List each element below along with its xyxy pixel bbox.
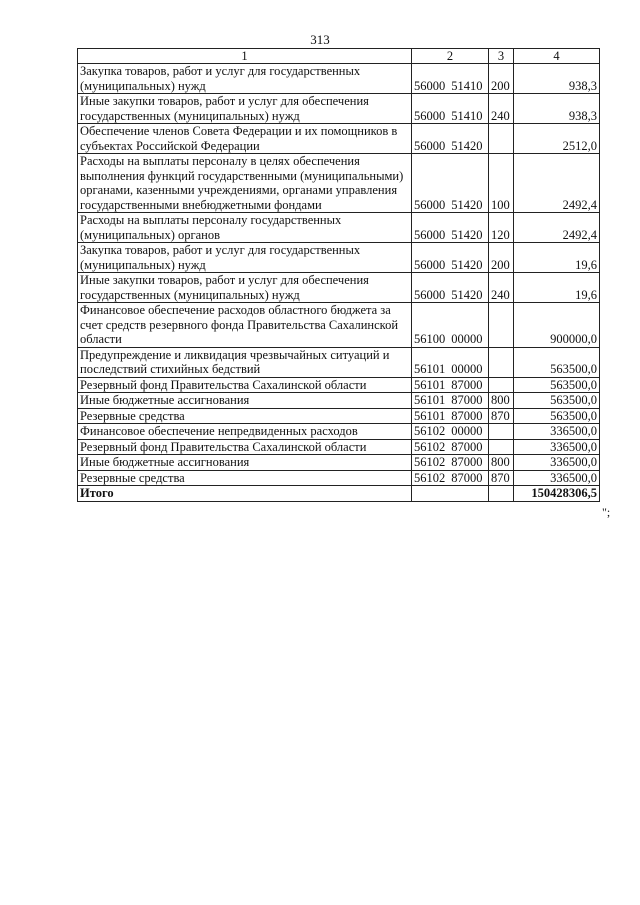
row-name: Закупка товаров, работ и услуг для государственных (муниципальных) нужд bbox=[78, 243, 412, 273]
row-expense-type bbox=[489, 424, 514, 440]
row-code bbox=[412, 424, 489, 440]
row-amount: 336500,0 bbox=[514, 455, 600, 471]
row-amount: 336500,0 bbox=[514, 470, 600, 486]
row-expense-type bbox=[489, 347, 514, 377]
row-expense-type: 800 bbox=[489, 393, 514, 409]
row-amount: 2492,4 bbox=[514, 154, 600, 213]
row-amount: 563500,0 bbox=[514, 347, 600, 377]
budget-table bbox=[77, 48, 600, 502]
row-name: Закупка товаров, работ и услуг для государственных (муниципальных) нужд bbox=[78, 64, 412, 94]
table-row bbox=[78, 439, 600, 455]
row-amount: 2492,4 bbox=[514, 213, 600, 243]
header-row bbox=[78, 49, 600, 64]
row-name: Финансовое обеспечение непредвиденных расходов bbox=[78, 424, 412, 440]
table-row bbox=[78, 213, 600, 243]
row-amount: 336500,0 bbox=[514, 439, 600, 455]
row-code-program: 56102 bbox=[414, 424, 446, 438]
table-row bbox=[78, 303, 600, 348]
row-code bbox=[412, 408, 489, 424]
row-name: Иные закупки товаров, работ и услуг для обеспечения государственных (муниципальных) нужд bbox=[78, 273, 412, 303]
row-code-direction: 87000 bbox=[451, 470, 483, 485]
row-amount: 2512,0 bbox=[514, 124, 600, 154]
row-expense-type bbox=[489, 377, 514, 393]
row-code-direction: 87000 bbox=[451, 455, 483, 469]
row-code-program: 56000 bbox=[414, 78, 446, 93]
row-amount: 336500,0 bbox=[514, 424, 600, 440]
row-code-direction: 87000 bbox=[451, 377, 483, 392]
row-code-program: 56000 bbox=[414, 138, 446, 153]
table-row bbox=[78, 154, 600, 213]
table-row bbox=[78, 64, 600, 94]
row-code bbox=[412, 377, 489, 393]
row-code-direction: 51420 bbox=[451, 257, 483, 272]
row-code-direction: 87000 bbox=[451, 408, 483, 423]
row-amount: 900000,0 bbox=[514, 303, 600, 348]
table-body bbox=[78, 64, 600, 486]
total-label: Итого bbox=[78, 486, 412, 502]
table-row bbox=[78, 408, 600, 424]
table-row bbox=[78, 393, 600, 409]
row-code-program: 56101 bbox=[414, 377, 446, 392]
header-col-2: 2 bbox=[412, 49, 489, 64]
row-code bbox=[412, 303, 489, 348]
row-code-program: 56101 bbox=[414, 408, 446, 423]
table-row bbox=[78, 273, 600, 303]
row-code-direction: 51420 bbox=[451, 138, 483, 153]
row-amount: 19,6 bbox=[514, 243, 600, 273]
row-expense-type: 800 bbox=[489, 455, 514, 471]
row-code-direction: 00000 bbox=[451, 332, 483, 346]
row-code-direction: 51420 bbox=[451, 287, 483, 302]
row-name: Расходы на выплаты персоналу в целях обеспечения выполнения функций государственными (муниципальными) органами, казенными учреждениями, органами управления государственными внебюджетными фондами bbox=[78, 154, 412, 213]
row-code-direction: 00000 bbox=[451, 362, 483, 376]
row-code-direction: 51420 bbox=[451, 227, 483, 242]
table-row bbox=[78, 94, 600, 124]
row-amount: 938,3 bbox=[514, 64, 600, 94]
row-code bbox=[412, 124, 489, 154]
row-code-program: 56100 bbox=[414, 332, 446, 346]
row-code bbox=[412, 154, 489, 213]
row-expense-type: 870 bbox=[489, 408, 514, 424]
row-code-program: 56000 bbox=[414, 108, 446, 123]
row-name: Резервный фонд Правительства Сахалинской области bbox=[78, 377, 412, 393]
row-code bbox=[412, 439, 489, 455]
row-code-program: 56000 bbox=[414, 257, 446, 272]
row-name: Расходы на выплаты персоналу государственных (муниципальных) органов bbox=[78, 213, 412, 243]
row-code-direction: 00000 bbox=[451, 424, 483, 438]
row-amount: 563500,0 bbox=[514, 393, 600, 409]
page-number: 313 bbox=[310, 32, 330, 47]
table-row bbox=[78, 124, 600, 154]
row-code-program: 56102 bbox=[414, 439, 446, 454]
table-row bbox=[78, 243, 600, 273]
row-name: Финансовое обеспечение расходов областного бюджета за счет средств резервного фонда Правительства Сахалинской области bbox=[78, 303, 412, 348]
total-amount: 150428306,5 bbox=[514, 486, 600, 502]
row-expense-type: 120 bbox=[489, 213, 514, 243]
row-code-program: 56000 bbox=[414, 227, 446, 242]
row-code bbox=[412, 470, 489, 486]
row-code bbox=[412, 455, 489, 471]
row-expense-type bbox=[489, 124, 514, 154]
row-code-direction: 51410 bbox=[451, 108, 483, 123]
row-code bbox=[412, 64, 489, 94]
row-name: Резервные средства bbox=[78, 408, 412, 424]
table-header bbox=[78, 49, 600, 64]
closing-quote-mark: "; bbox=[602, 505, 611, 519]
row-code bbox=[412, 273, 489, 303]
header-col-3: 3 bbox=[489, 49, 514, 64]
row-code-program: 56101 bbox=[414, 362, 446, 376]
row-amount: 563500,0 bbox=[514, 408, 600, 424]
row-amount: 563500,0 bbox=[514, 377, 600, 393]
table-row bbox=[78, 424, 600, 440]
row-code bbox=[412, 243, 489, 273]
row-expense-type: 870 bbox=[489, 470, 514, 486]
table-row bbox=[78, 377, 600, 393]
header-col-4: 4 bbox=[514, 49, 600, 64]
table-row bbox=[78, 347, 600, 377]
total-code-cell bbox=[412, 486, 489, 502]
row-name: Резервные средства bbox=[78, 470, 412, 486]
total-row bbox=[78, 486, 600, 502]
row-code-direction: 87000 bbox=[451, 393, 483, 407]
row-amount: 19,6 bbox=[514, 273, 600, 303]
total-type-cell bbox=[489, 486, 514, 502]
row-code-program: 56000 bbox=[414, 287, 446, 302]
table-row bbox=[78, 455, 600, 471]
row-code-program: 56101 bbox=[414, 393, 446, 407]
row-code-program: 56102 bbox=[414, 455, 446, 469]
row-expense-type bbox=[489, 303, 514, 348]
row-code bbox=[412, 213, 489, 243]
row-code bbox=[412, 393, 489, 409]
table-footer bbox=[78, 486, 600, 502]
row-expense-type: 200 bbox=[489, 64, 514, 94]
row-name: Иные бюджетные ассигнования bbox=[78, 393, 412, 409]
row-amount: 938,3 bbox=[514, 94, 600, 124]
row-code-direction: 51410 bbox=[451, 78, 483, 93]
row-name: Иные бюджетные ассигнования bbox=[78, 455, 412, 471]
row-expense-type: 200 bbox=[489, 243, 514, 273]
row-expense-type: 100 bbox=[489, 154, 514, 213]
row-expense-type: 240 bbox=[489, 273, 514, 303]
row-code bbox=[412, 347, 489, 377]
row-name: Иные закупки товаров, работ и услуг для обеспечения государственных (муниципальных) нужд bbox=[78, 94, 412, 124]
row-name: Обеспечение членов Совета Федерации и их помощников в субъектах Российской Федерации bbox=[78, 124, 412, 154]
row-code bbox=[412, 94, 489, 124]
row-name: Предупреждение и ликвидация чрезвычайных ситуаций и последствий стихийных бедствий bbox=[78, 347, 412, 377]
row-expense-type bbox=[489, 439, 514, 455]
row-code-program: 56102 bbox=[414, 470, 446, 485]
row-name: Резервный фонд Правительства Сахалинской области bbox=[78, 439, 412, 455]
table-row bbox=[78, 470, 600, 486]
row-expense-type: 240 bbox=[489, 94, 514, 124]
row-code-program: 56000 bbox=[414, 197, 446, 212]
header-col-1: 1 bbox=[78, 49, 412, 64]
row-code-direction: 51420 bbox=[451, 197, 483, 212]
row-code-direction: 87000 bbox=[451, 439, 483, 454]
